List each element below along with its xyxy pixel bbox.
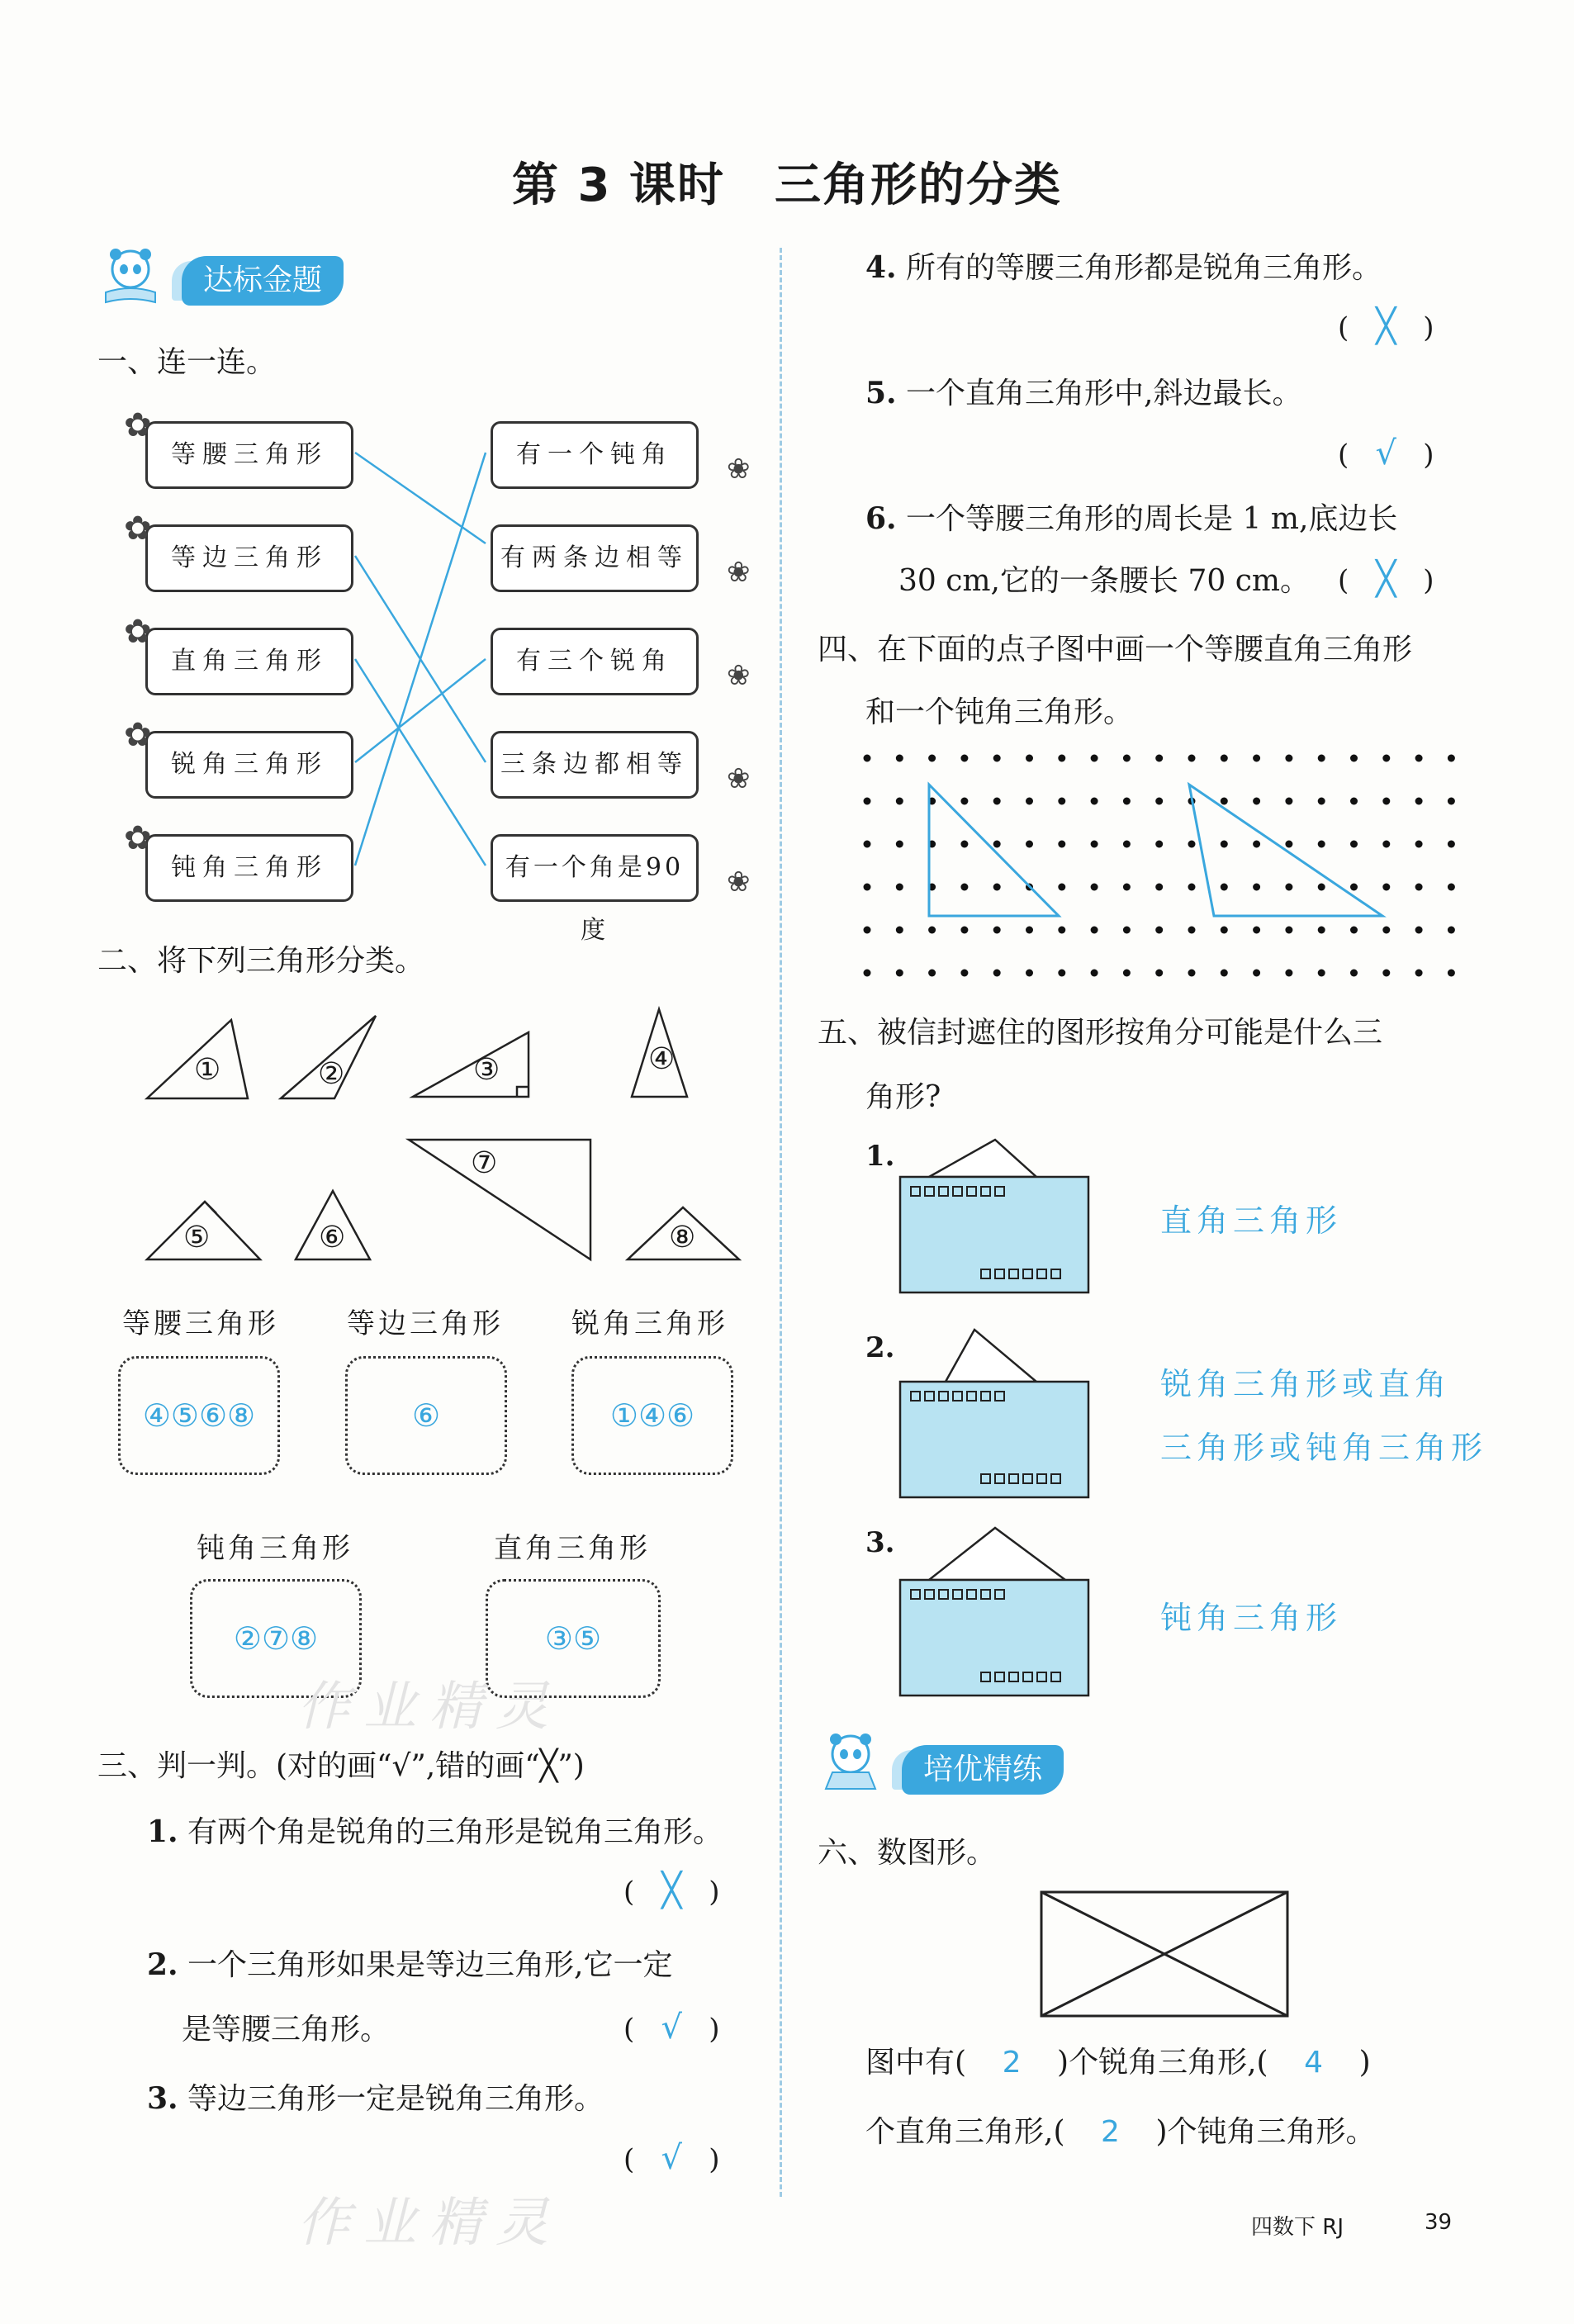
grid-dot: [1285, 927, 1292, 934]
grid-dot: [1448, 755, 1455, 762]
grid-dot: [1058, 755, 1065, 762]
q5-item-1-answer: 直角三角形: [1160, 1202, 1343, 1239]
rectangle-with-diagonals: [1039, 1890, 1292, 2022]
grid-dot: [1382, 884, 1390, 891]
q3-item-1: [147, 1810, 723, 1854]
grid-dot: [1415, 755, 1423, 762]
q3-item-3: [147, 2077, 604, 2121]
panda-hero-mascot-icon: [818, 1726, 884, 1792]
triangle-label-8: ⑧: [669, 1221, 696, 1254]
grid-dot: [1253, 927, 1260, 934]
grid-dot: [1091, 970, 1098, 977]
grid-dot: [1123, 755, 1131, 762]
grid-dot: [1285, 884, 1292, 891]
triangle-label-7: ⑦: [471, 1146, 498, 1180]
grid-dot: [896, 798, 903, 805]
grid-dot: [864, 927, 871, 934]
category-right-box[interactable]: ③⑤: [486, 1579, 661, 1698]
triangle-label-5: ⑤: [183, 1221, 211, 1254]
grid-dot: [1382, 841, 1390, 848]
q3-item-6-answer-box[interactable]: ( ╳ ): [1338, 560, 1434, 598]
grid-dot: [993, 970, 1001, 977]
grid-dot: [1350, 927, 1358, 934]
category-equilateral-box[interactable]: ⑥: [345, 1356, 507, 1475]
category-equilateral-label: 等边三角形: [347, 1307, 504, 1340]
grid-dot: [1221, 755, 1228, 762]
flower-icon: ❀: [727, 762, 751, 795]
q3-item-5-answer: √: [1375, 434, 1397, 472]
grid-dot: [1415, 970, 1423, 977]
grid-dot: [960, 927, 968, 934]
grid-dot: [1253, 755, 1260, 762]
grid-dot: [960, 841, 968, 848]
category-acute-label: 锐角三角形: [571, 1307, 728, 1340]
q5-item-3-answer: 钝角三角形: [1160, 1600, 1343, 1636]
grid-dot: [1350, 884, 1358, 891]
grid-dot: [1188, 884, 1196, 891]
q5-item-2-number: 2.: [865, 1331, 895, 1364]
grid-dot: [928, 755, 936, 762]
grid-dot: [1382, 927, 1390, 934]
q3-item-1-text: 有两个角是锐角的三角形是锐角三角形。: [187, 1815, 723, 1849]
grid-dot: [1058, 841, 1065, 848]
q3-item-6-text-line2: 30 cm,它的一条腰长 70 cm。: [898, 564, 1310, 598]
triangle-label-6: ⑥: [319, 1221, 346, 1254]
lesson-number: 第 3 课时: [512, 159, 725, 212]
grid-dot: [864, 755, 871, 762]
grid-dot: [1253, 798, 1260, 805]
grid-dot: [1415, 884, 1423, 891]
grid-dot: [896, 884, 903, 891]
category-obtuse-label: 钝角三角形: [197, 1532, 353, 1565]
match-left-right[interactable]: 直角三角形: [145, 628, 353, 695]
envelope-2: [896, 1326, 1094, 1503]
q3-item-6-text: 一个等腰三角形的周长是 1 m,底边长: [906, 502, 1398, 536]
q3-item-3-answer: √: [661, 2139, 683, 2177]
q3-item-5-answer-box[interactable]: ( √ ): [1338, 434, 1434, 472]
triangle-label-4: ④: [648, 1042, 676, 1076]
grid-dot: [960, 884, 968, 891]
category-isosceles-label: 等腰三角形: [122, 1307, 279, 1340]
q4-heading: 四、在下面的点子图中画一个等腰直角三角形: [818, 633, 1413, 666]
lesson-topic: 三角形的分类: [774, 159, 1062, 212]
grid-dot: [1318, 884, 1325, 891]
q3-heading: 三、判一判。(对的画“√”,错的画“╳”): [97, 1749, 585, 1783]
grid-dot: [1448, 884, 1455, 891]
grid-dot: [1350, 841, 1358, 848]
grid-dot: [1026, 755, 1033, 762]
match-right-three-acute[interactable]: 有三个锐角: [491, 628, 699, 695]
grid-dot: [1285, 798, 1292, 805]
grid-dot: [1058, 927, 1065, 934]
grid-dot: [1155, 755, 1163, 762]
page-title: [0, 149, 1574, 215]
section-badge-advanced: 培优精练: [902, 1745, 1064, 1795]
category-acute-box[interactable]: ①④⑥: [571, 1356, 733, 1475]
grid-dot: [1123, 884, 1131, 891]
triangle-7: [409, 1140, 590, 1259]
grid-dot: [1350, 970, 1358, 977]
grid-dot: [1091, 841, 1098, 848]
grid-dot: [1318, 755, 1325, 762]
grid-dot: [960, 970, 968, 977]
q5-item-3-number: 3.: [865, 1526, 895, 1559]
q3-item-2-answer-box[interactable]: ( √ ): [623, 2009, 720, 2047]
q3-item-5-number: 5.: [865, 376, 897, 410]
grid-dot: [896, 755, 903, 762]
grid-dot: [1026, 970, 1033, 977]
grid-dot: [1188, 970, 1196, 977]
grid-dot: [1026, 798, 1033, 805]
grid-dot: [1415, 927, 1423, 934]
grid-dot: [1285, 841, 1292, 848]
footer-book-code: 四数下 RJ: [1251, 2215, 1344, 2240]
grid-dot: [1318, 927, 1325, 934]
q1-heading: 一、连一连。: [97, 345, 277, 379]
grid-dot: [1221, 841, 1228, 848]
grid-dot: [1123, 798, 1131, 805]
category-obtuse-box[interactable]: ②⑦⑧: [190, 1579, 362, 1698]
q2-heading: 二、将下列三角形分类。: [97, 944, 425, 978]
column-divider: [780, 248, 782, 2197]
q3-item-5-text: 一个直角三角形中,斜边最长。: [906, 377, 1302, 410]
q3-item-1-answer: ╳: [661, 1871, 682, 1909]
grid-dot: [1123, 841, 1131, 848]
grid-dot: [1155, 884, 1163, 891]
grid-dot: [1415, 798, 1423, 805]
grid-dot: [1221, 927, 1228, 934]
flower-icon: ❀: [727, 453, 751, 486]
grid-dot: [1123, 927, 1131, 934]
grid-dot: [993, 884, 1001, 891]
triangle-figures: [132, 999, 760, 1272]
dot-grid[interactable]: [851, 743, 1495, 999]
q6-answer-obtuse[interactable]: 2: [1101, 2115, 1120, 2149]
grid-dot: [1058, 884, 1065, 891]
grid-dot: [1253, 884, 1260, 891]
q5-item-1-number: 1.: [865, 1140, 895, 1173]
isosceles-right-triangle-drawing: [929, 785, 1059, 916]
q6-answer-right[interactable]: 4: [1304, 2046, 1324, 2080]
q3-item-1-number: 1.: [147, 1814, 178, 1849]
grid-dot: [993, 841, 1001, 848]
q6-line-1: 图中有( 2 )个锐角三角形,( 4 ): [865, 2042, 1371, 2084]
q3-item-2: [147, 1943, 673, 1987]
grid-dot: [1448, 841, 1455, 848]
butterfly-icon: ✿: [124, 406, 152, 444]
grid-dot: [1382, 798, 1390, 805]
grid-dot: [993, 927, 1001, 934]
grid-dot: [864, 970, 871, 977]
q5-item-2-answer: 锐角三角形或直角: [1160, 1366, 1452, 1402]
q3-item-2-number: 2.: [147, 1947, 178, 1982]
grid-dot: [896, 841, 903, 848]
q3-item-4-answer: ╳: [1376, 307, 1396, 345]
match-right-obtuse-angle[interactable]: 有一个钝角: [491, 421, 699, 489]
grid-dot: [896, 927, 903, 934]
q3-item-2-text: 一个三角形如果是等边三角形,它一定: [187, 1948, 673, 1982]
q3-item-1-answer-box[interactable]: ( ╳ ): [623, 1871, 720, 1909]
grid-dot: [864, 884, 871, 891]
flower-icon: ❀: [727, 866, 751, 899]
grid-dot: [1448, 798, 1455, 805]
grid-dot: [1415, 841, 1423, 848]
match-left-equilateral[interactable]: 等边三角形: [145, 524, 353, 592]
page-number: 39: [1425, 2210, 1453, 2235]
grid-dot: [1091, 798, 1098, 805]
grid-dot: [928, 970, 936, 977]
grid-dot: [1350, 755, 1358, 762]
grid-dot: [1382, 970, 1390, 977]
grid-dot: [1155, 970, 1163, 977]
grid-dot: [1221, 884, 1228, 891]
triangle-label-3: ③: [473, 1053, 500, 1087]
grid-dot: [1253, 841, 1260, 848]
q5-item-2-answer-line2: 三角形或钝角三角形: [1160, 1430, 1488, 1466]
grid-dot: [1123, 970, 1131, 977]
grid-dot: [1155, 927, 1163, 934]
watermark: 作业精灵: [297, 2193, 562, 2254]
section-badge-basic: 达标金题: [182, 256, 344, 306]
grid-dot: [1058, 798, 1065, 805]
q3-item-4-text: 所有的等腰三角形都是锐角三角形。: [906, 251, 1382, 285]
q6-answer-acute[interactable]: 2: [1002, 2046, 1022, 2080]
grid-dot: [1221, 970, 1228, 977]
q3-item-6: [865, 497, 1397, 541]
grid-dot: [1448, 970, 1455, 977]
grid-dot: [1026, 841, 1033, 848]
q3-item-2-text-line2: 是等腰三角形。: [182, 2013, 391, 2047]
grid-dot: [1091, 927, 1098, 934]
butterfly-icon: ✿: [124, 716, 152, 754]
grid-dot: [1285, 970, 1292, 977]
q4-heading-line2: 和一个钝角三角形。: [865, 695, 1134, 729]
grid-dot: [928, 927, 936, 934]
category-isosceles-box[interactable]: ④⑤⑥⑧: [118, 1356, 280, 1475]
category-right-label: 直角三角形: [494, 1532, 651, 1565]
grid-dot: [1188, 927, 1196, 934]
grid-dot: [1188, 755, 1196, 762]
match-right-two-equal-sides[interactable]: 有两条边相等: [491, 524, 699, 592]
q6-line-2: 个直角三角形,( 2 )个钝角三角形。: [865, 2111, 1376, 2154]
q3-item-3-answer-box[interactable]: ( √ ): [623, 2139, 720, 2177]
grid-dot: [993, 755, 1001, 762]
watermark: 作业精灵: [297, 1677, 562, 1738]
grid-dot: [864, 798, 871, 805]
grid-dot: [1188, 841, 1196, 848]
q6-heading: 六、数图形。: [818, 1836, 997, 1870]
q3-item-4-answer-box[interactable]: ( ╳ ): [1338, 307, 1434, 345]
grid-dot: [1221, 798, 1228, 805]
grid-dot: [1350, 798, 1358, 805]
grid-dot: [960, 755, 968, 762]
grid-dot: [1026, 927, 1033, 934]
grid-dot: [1318, 841, 1325, 848]
grid-dot: [1091, 884, 1098, 891]
grid-dot: [1285, 755, 1292, 762]
triangle-3: [413, 1032, 529, 1097]
butterfly-icon: ✿: [124, 613, 152, 651]
grid-dot: [1091, 755, 1098, 762]
grid-dot: [1318, 798, 1325, 805]
envelope-1: [896, 1136, 1094, 1301]
grid-dot: [1318, 970, 1325, 977]
grid-dot: [1253, 970, 1260, 977]
flower-icon: ❀: [727, 556, 751, 589]
match-left-acute[interactable]: 锐角三角形: [145, 731, 353, 799]
panda-mascot-icon: [97, 241, 164, 307]
q3-item-2-answer: √: [661, 2009, 683, 2047]
envelope-3: [896, 1524, 1094, 1701]
q3-item-4: [865, 246, 1382, 290]
grid-dot: [1155, 841, 1163, 848]
butterfly-icon: ✿: [124, 819, 152, 857]
triangle-label-1: ①: [194, 1053, 221, 1087]
grid-dot: [864, 841, 871, 848]
grid-dot: [1058, 970, 1065, 977]
q3-item-4-number: 4.: [865, 250, 897, 285]
grid-dot: [1448, 927, 1455, 934]
q5-heading: 五、被信封遮住的图形按角分可能是什么三: [818, 1016, 1383, 1050]
q5-heading-line2: 角形?: [865, 1080, 941, 1114]
triangle-label-2: ②: [318, 1057, 345, 1091]
grid-dot: [896, 970, 903, 977]
flower-icon: ❀: [727, 659, 751, 692]
q3-item-3-text: 等边三角形一定是锐角三角形。: [187, 2082, 604, 2116]
q3-item-6-number: 6.: [865, 501, 897, 536]
match-left-obtuse[interactable]: 钝角三角形: [145, 834, 353, 902]
grid-dot: [1155, 798, 1163, 805]
match-left-isosceles[interactable]: 等腰三角形: [145, 421, 353, 489]
match-right-three-equal-sides[interactable]: 三条边都相等: [491, 731, 699, 799]
grid-dot: [1382, 755, 1390, 762]
q3-item-5: [865, 372, 1302, 415]
q3-item-3-number: 3.: [147, 2081, 178, 2116]
q3-item-6-answer: ╳: [1376, 560, 1396, 598]
butterfly-icon: ✿: [124, 510, 152, 548]
grid-dot: [993, 798, 1001, 805]
match-right-90-degree[interactable]: 有一个角是90度: [491, 834, 699, 902]
grid-dot: [960, 798, 968, 805]
